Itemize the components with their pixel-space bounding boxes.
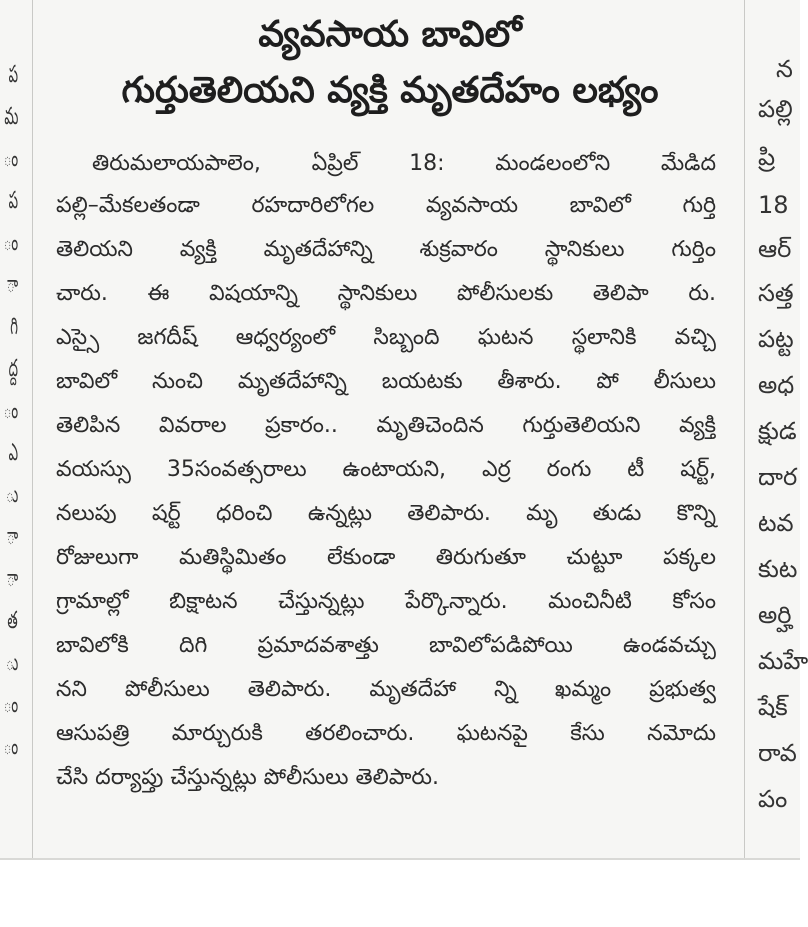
article-body-line: చారు. ఈ విషయాన్ని స్థానికులు పోలీసులకు తెలిపా రు. [56,281,716,306]
article-body-line: గ్రామాల్లో బిక్షాటన చేస్తున్నట్లు పేర్కొన్నారు. మంచినీటి కోసం [56,589,716,614]
article-body-line: తిరుమలాయపాలెం, ఏప్రిల్ 18: మండలంలోని మేడిద [92,151,716,176]
article-body-line: ఎస్సై జగదీష్ ఆధ్వర్యంలో సిబ్బంది ఘటన స్థలానికి వచ్చి [56,325,716,350]
left-fragment-glyph: ం [3,144,18,172]
article-body-line: ఆసుపత్రి మార్చురుకి తరలించారు. ఘటనపై కేసు నమోదు [56,721,716,746]
left-fragment-glyph: మ [4,102,18,130]
right-fragment-text: కుట [758,555,798,583]
left-fragment-glyph: ం [3,732,18,760]
article-body-line: బావిలో నుంచి మృతదేహాన్ని బయటకు తీశారు. పో లీసులు [56,369,716,394]
article-body-line: బావిలోకి దిగి ప్రమాదవశాత్తు బావిలోపడిపోయి ఉండవచ్చు [56,633,716,658]
right-fragment-text: షేక్ [758,693,788,721]
left-fragment-glyph: ం [3,396,18,424]
right-fragment-text: అధ [758,371,795,399]
article-body-line: రోజులుగా మతిస్థిమితం లేకుండా తిరుగుతూ చుట్టూ పక్కల [56,545,716,570]
right-fragment-text: అర్హి [758,601,792,629]
column-divider-left [32,0,33,858]
right-fragment-text: ఆర్ [758,235,792,263]
right-fragment-text: న [776,55,793,83]
left-fragment-glyph: ా [6,564,18,592]
article-body-line: పల్లి–మేకలతండా రహదారిలోగల వ్యవసాయ బావిలో గుర్తి [56,193,716,218]
article-body-line: వయస్సు 35సంవత్సరాలు ఉంటాయని, ఎర్ర రంగు టీ షర్ట్, [56,457,716,482]
right-fragment-text: మహే [758,647,808,675]
right-fragment-text: సత్త [758,279,794,307]
column-divider-right [744,0,745,858]
clipping-bottom-edge [0,858,800,860]
right-fragment-text: రావ [758,739,797,767]
left-fragment-glyph: ు [5,648,18,676]
right-fragment-text: పట్ట [758,325,794,353]
left-fragment-glyph: ప [8,186,18,214]
right-fragment-text: టవ [758,509,794,537]
left-fragment-glyph: ా [6,522,18,550]
left-fragment-glyph: త [7,606,18,634]
left-fragment-glyph: ా [6,270,18,298]
article-body-line: చేసి దర్యాప్తు చేస్తున్నట్లు పోలీసులు తెలిపారు. [56,765,440,790]
right-fragment-text: క్షుడ [758,417,797,445]
left-fragment-glyph: ం [3,690,18,718]
left-fragment-glyph: ఎ [8,438,18,466]
article-body-line: నని పోలీసులు తెలిపారు. మృతదేహా న్ని ఖమ్మం ప్రభుత్వ [56,677,716,702]
left-fragment-glyph: ం [3,228,18,256]
right-fragment-text: పల్లి [758,95,793,123]
right-fragment-text: దార [758,463,798,491]
article-body-line: తెలియని వ్యక్తి మృతదేహాన్ని శుక్రవారం స్థానికులు గుర్తిం [56,237,716,262]
headline-line-2: గుర్తుతెలియని వ్యక్తి మృతదేహం లభ్యం [121,70,659,111]
left-fragment-glyph: గి [10,312,18,340]
article-body-line: నలుపు షర్ట్ ధరించి ఉన్నట్లు తెలిపారు. మృ తుడు కొన్ని [56,501,716,526]
left-fragment-glyph: ద్ద [8,354,18,382]
right-fragment-text: 18 [758,191,789,219]
article-body-line: తెలిపిన వివరాల ప్రకారం.. మృతిచెందిన గుర్తుతెలియని వ్యక్తి [56,413,716,438]
right-column-fragment [756,55,808,855]
headline-line-1: వ్యవసాయ బావిలో [258,14,522,55]
left-fragment-glyph: ు [5,480,18,508]
right-fragment-text: పం [758,785,788,813]
left-column-fragment [0,62,22,852]
right-fragment-text: ప్రి [758,143,776,171]
left-fragment-glyph: ప [8,60,18,88]
